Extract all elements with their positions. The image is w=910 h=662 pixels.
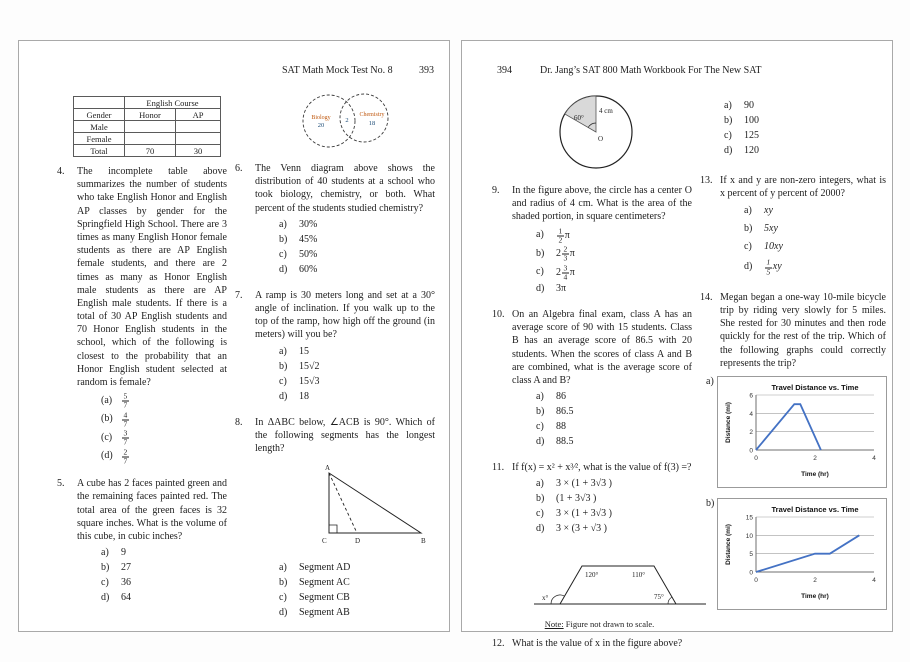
choice-text: 88.5 [556, 436, 574, 448]
answer-choice [255, 375, 435, 389]
choice-letter: d) [724, 145, 733, 156]
frequency-table [73, 96, 221, 157]
question-number: 14. [700, 291, 713, 303]
right-angle-mark [329, 525, 337, 533]
answer-choice [512, 390, 692, 404]
question-text: A ramp is 30 meters long and set at a 30° angle of inclination. If you walk up to the top of the ramp, how high off the ground (in meters) will you be? [255, 289, 435, 341]
table-row [74, 121, 221, 133]
answer-choice [77, 392, 227, 410]
table-cell [74, 97, 125, 109]
choice-letter: c) [536, 508, 544, 520]
choice-text: 3π [556, 283, 567, 295]
choice-list [512, 477, 692, 536]
chart-b [717, 498, 887, 610]
svg-text:Distance (mi): Distance (mi) [725, 524, 733, 565]
question-number: 13. [700, 175, 713, 186]
question-text: If x and y are non-zero integers, what is x percent of y percent of 2000? [720, 175, 886, 200]
answer-option-b [700, 498, 886, 610]
choice-letter: b) [279, 577, 288, 589]
venn-diagram [287, 91, 407, 149]
vertex-label-d: D [355, 537, 361, 546]
circle-figure [546, 89, 646, 171]
choice-letter: a) [536, 478, 544, 490]
svg-text:4: 4 [749, 410, 753, 418]
note-label: Note: [544, 619, 564, 630]
choice-text: 9 [121, 547, 126, 559]
answer-choice [255, 561, 435, 575]
choice-list [77, 546, 227, 605]
choice-text: 15√2 [299, 360, 320, 372]
choice-text: $\frac{4}{7}$ [123, 410, 128, 429]
choice-letter: c) [724, 130, 732, 141]
answer-choice [77, 411, 227, 429]
running-title: SAT Math Mock Test No. 8 [282, 65, 393, 76]
answer-choice [255, 591, 435, 605]
question-number: 6. [235, 163, 243, 174]
question-number: 12. [492, 638, 505, 650]
answer-choice [255, 606, 435, 620]
left-page-column-1 [57, 96, 227, 617]
svg-text:2: 2 [813, 577, 818, 584]
page-number: 393 [419, 65, 434, 76]
choice-letter: a) [101, 547, 109, 559]
vertex-label-c: C [322, 537, 327, 546]
choice-list [512, 390, 692, 449]
answer-choice [512, 435, 692, 449]
triangle-figure [305, 461, 430, 551]
choice-text: $\frac{1}{2}$ π [558, 226, 570, 245]
venn-left-label: Biology [311, 115, 331, 121]
choice-text: 64 [121, 592, 131, 604]
vertex-label-a: A [325, 464, 331, 473]
choice-text: $\frac{2}{7}$ [123, 447, 128, 466]
choice-text: 90 [744, 100, 754, 111]
choice-letter: b) [279, 233, 288, 245]
table-header-cell: Gender [74, 109, 125, 121]
question-text: Megan began a one-way 10-mile bicycle trip by riding very slowly for 5 miles. She rested for 30 minutes and then rode quickly for the rest of the trip. Which of the following graphs could correctly represents the trip? [720, 291, 886, 369]
choice-text: 86 [556, 391, 566, 403]
choice-text: (1 + 3√3 ) [556, 493, 597, 505]
right-page-header [497, 65, 761, 76]
table-cell: Female [74, 133, 125, 145]
choice-text: 100 [744, 115, 759, 126]
choice-text: Segment AD [299, 562, 351, 574]
answer-choice [255, 263, 435, 277]
choice-text: 15 [299, 345, 309, 357]
choice-letter: b) [536, 247, 545, 259]
right-page-column-2 [700, 96, 886, 620]
svg-text:0: 0 [749, 447, 753, 455]
radius-label: 4 cm [599, 107, 613, 115]
table-row [74, 145, 221, 157]
answer-choice [77, 448, 227, 466]
answer-choice [700, 129, 886, 143]
choice-text: 60% [299, 263, 318, 275]
svg-text:Travel Distance vs. Time: Travel Distance vs. Time [771, 383, 859, 392]
question-text: What is the value of x in the figure above? [512, 638, 683, 650]
table-header-cell: Honor [125, 109, 176, 121]
option-label-a: a) [706, 376, 714, 387]
angle-label-top-right: 110° [632, 571, 646, 580]
choice-letter: a) [536, 391, 544, 403]
choice-letter: a) [279, 562, 287, 574]
question-13 [700, 174, 886, 280]
table-cell [125, 121, 176, 133]
sector-angle-label: 60° [574, 114, 584, 122]
center-label: O [598, 135, 604, 143]
question-number: 8. [235, 416, 243, 428]
svg-text:0: 0 [753, 455, 758, 462]
choice-letter: c) [279, 375, 287, 387]
choice-letter: d) [101, 592, 110, 604]
choice-letter: a) [279, 218, 287, 230]
line-chart [720, 502, 884, 602]
choice-list [512, 227, 692, 297]
angle-label-top-left: 120° [585, 571, 599, 580]
left-page-header [282, 65, 434, 76]
answer-choice [512, 507, 692, 521]
answer-choice [512, 492, 692, 506]
answer-choice [512, 420, 692, 434]
choice-text: Segment AB [299, 607, 350, 619]
svg-text:Time (hr): Time (hr) [801, 593, 830, 600]
choice-text: 120 [744, 145, 759, 156]
trapezoid-figure [530, 556, 710, 612]
figure-note [492, 619, 707, 629]
svg-text:Travel Distance vs. Time: Travel Distance vs. Time [771, 505, 859, 514]
answer-option-a [700, 376, 886, 488]
choice-letter: (d) [101, 450, 113, 462]
choice-text: 27 [121, 562, 131, 574]
answer-choice [255, 390, 435, 404]
venn-overlap-value: 2 [345, 117, 349, 124]
question-7 [235, 289, 435, 405]
question-12-choices [700, 99, 886, 158]
question-number: 11. [492, 462, 505, 474]
choice-letter: a) [279, 345, 287, 357]
chart-a [717, 376, 887, 488]
question-number: 10. [492, 309, 505, 321]
choice-text: 10xy [764, 241, 783, 253]
choice-letter: c) [101, 577, 109, 589]
choice-letter: c) [279, 592, 287, 604]
angle-label-x: x° [542, 594, 549, 603]
question-5 [57, 477, 227, 606]
left-page-column-2 [235, 91, 435, 632]
choice-text: $\frac{1}{5}$ xy [766, 257, 782, 277]
choice-letter: c) [744, 241, 752, 253]
choice-text: 15√3 [299, 375, 320, 387]
option-label-b: b) [706, 498, 715, 509]
choice-list [720, 204, 886, 276]
question-4 [57, 165, 227, 466]
answer-choice [720, 240, 886, 254]
choice-text: 2 $\frac{2}{3}$ π [556, 244, 575, 263]
question-9 [492, 184, 692, 297]
left-page [18, 40, 450, 632]
answer-choice [77, 591, 227, 605]
question-8 [235, 416, 435, 622]
right-page-column-1 [492, 89, 692, 662]
line-chart [720, 380, 884, 480]
choice-text: 88 [556, 421, 566, 433]
choice-text: 3 × (1 + 3√3 ) [556, 478, 612, 490]
question-text: In the figure above, the circle has a center O and radius of 4 cm. What is the area of the shaded portion, in square centimeters? [512, 185, 692, 223]
choice-text: 3 × (1 + 3√3 ) [556, 508, 612, 520]
choice-text: 125 [744, 130, 759, 141]
question-text: In ΔABC below, ∠ACB is 90°. Which of the following segments has the longest length? [255, 416, 435, 454]
svg-text:0: 0 [749, 569, 754, 577]
choice-letter: b) [279, 360, 288, 372]
svg-text:15: 15 [746, 514, 754, 522]
page-number: 394 [497, 65, 512, 76]
venn-right-label: Chemistry [359, 112, 385, 118]
answer-choice [512, 282, 692, 296]
choice-text: Segment AC [299, 577, 350, 589]
choice-letter: d) [744, 261, 753, 273]
answer-choice [720, 222, 886, 236]
choice-text: 30% [299, 218, 318, 230]
answer-choice [77, 429, 227, 447]
table-cell: Male [74, 121, 125, 133]
answer-choice [255, 233, 435, 247]
choice-text: 3 × (3 + √3 ) [556, 523, 607, 535]
venn-right-value: 18 [368, 120, 376, 127]
question-11 [492, 461, 692, 537]
table-span-header: English Course [125, 97, 221, 109]
svg-text:Time (hr): Time (hr) [800, 471, 829, 478]
running-title: Dr. Jang’s SAT 800 Math Workbook For The New SAT [540, 65, 762, 76]
answer-choice [255, 576, 435, 590]
answer-choice [77, 561, 227, 575]
question-number: 4. [57, 166, 65, 177]
choice-text: 5xy [764, 223, 778, 235]
answer-choice [255, 248, 435, 262]
question-14 [700, 291, 886, 370]
choice-text: 18 [299, 390, 309, 402]
question-10 [492, 308, 692, 450]
choice-letter: a) [724, 100, 732, 111]
answer-choice [720, 204, 886, 218]
choice-letter: d) [279, 390, 288, 402]
svg-text:6: 6 [749, 392, 753, 400]
svg-text:2: 2 [812, 455, 817, 462]
choice-list [255, 561, 435, 620]
choice-text: Segment CB [299, 592, 350, 604]
answer-choice [255, 345, 435, 359]
choice-letter: b) [724, 115, 733, 126]
choice-letter: d) [279, 263, 288, 275]
choice-text: xy [764, 205, 773, 217]
question-number: 5. [57, 478, 65, 490]
angle-label-bottom-right: 75° [654, 593, 664, 602]
choice-letter: a) [744, 205, 752, 217]
choice-letter: c) [536, 421, 544, 433]
choice-letter: (a) [101, 394, 113, 406]
table-cell: Total [74, 145, 125, 157]
choice-letter: d) [536, 436, 545, 448]
table-cell [176, 133, 221, 145]
question-number: 7. [235, 289, 243, 301]
svg-text:Distance (mi): Distance (mi) [724, 402, 732, 443]
question-text: On an Algebra final exam, class A has an average score of 90 with 15 students. Class B has an average score of 86.5 with 20 students. When the scores of class A and B are combined, what is the average score of class A and B? [512, 309, 692, 386]
answer-choice [512, 522, 692, 536]
choice-text: 36 [121, 577, 131, 589]
svg-text:10: 10 [746, 532, 754, 540]
answer-choice [512, 477, 692, 491]
choice-letter: c) [279, 248, 287, 260]
question-number: 9. [492, 185, 500, 196]
choice-letter: b) [101, 562, 110, 574]
note-text: Figure not drawn to scale. [563, 619, 655, 630]
svg-text:5: 5 [749, 551, 754, 559]
answer-choice [700, 114, 886, 128]
choice-letter: b) [536, 493, 545, 505]
angle-arc [668, 597, 672, 604]
choice-text: $\frac{5}{7}$ [123, 391, 128, 410]
question-text: A cube has 2 faces painted green and the remaining faces painted red. The total area of the green faces is 32 square inches. What is the volume of this cube, in cubic inches? [77, 478, 227, 542]
choice-letter: (c) [101, 431, 113, 443]
choice-text: 86.5 [556, 406, 574, 418]
choice-letter: b) [536, 406, 545, 418]
choice-letter: a) [536, 229, 544, 241]
answer-choice [512, 405, 692, 419]
choice-text: $\frac{3}{7}$ [123, 428, 128, 447]
choice-letter: d) [536, 283, 545, 295]
choice-text: 50% [299, 248, 318, 260]
table-cell [176, 121, 221, 133]
right-page [461, 40, 893, 650]
choice-letter: d) [279, 607, 288, 619]
answer-choice [77, 546, 227, 560]
choice-letter: c) [536, 266, 544, 278]
table-cell [125, 133, 176, 145]
choice-list [77, 392, 227, 465]
answer-choice [77, 576, 227, 590]
choice-letter: (b) [101, 413, 113, 425]
answer-choice [512, 227, 692, 245]
choice-list [255, 218, 435, 277]
answer-choice [255, 360, 435, 374]
choice-list [255, 345, 435, 404]
svg-text:2: 2 [749, 429, 753, 437]
question-text: The Venn diagram above shows the distribution of 40 students at a school who took biology, chemistry, or both. What percent of the students studied chemistry? [255, 163, 435, 214]
answer-choice [700, 144, 886, 158]
answer-choice [512, 245, 692, 263]
choice-text: 45% [299, 233, 318, 245]
table-cell: 70 [125, 145, 176, 157]
answer-choice [255, 218, 435, 232]
table-row [74, 133, 221, 145]
question-text: If f(x) = x² + x³⁄², what is the value of f(3) =? [512, 462, 692, 474]
svg-text:4: 4 [872, 577, 877, 584]
svg-text:0: 0 [754, 577, 759, 584]
table-header-cell: AP [176, 109, 221, 121]
vertex-label-b: B [421, 537, 426, 546]
answer-choice [512, 264, 692, 282]
choice-letter: b) [744, 223, 753, 235]
choice-letter: d) [536, 523, 545, 535]
answer-choice [700, 99, 886, 113]
answer-choice [720, 258, 886, 276]
table-cell: 30 [176, 145, 221, 157]
svg-text:4: 4 [871, 455, 876, 462]
venn-left-value: 20 [317, 122, 325, 129]
question-6 [235, 162, 435, 278]
question-text: The incomplete table above summarizes the number of students who take English Honor and English AP classes by gender for the Springfield High School. There are 3 times as many English Honor female students as there are AP English female students, and there are 2 times as many as Honor English male students as there are AP English male students. If there is a total of 30 AP English students and 70 Honor English students in the school, which of the following is closest to the probability that an Honor English student selected at random is female? [77, 166, 227, 388]
choice-text: 2 $\frac{3}{4}$ π [556, 263, 575, 282]
